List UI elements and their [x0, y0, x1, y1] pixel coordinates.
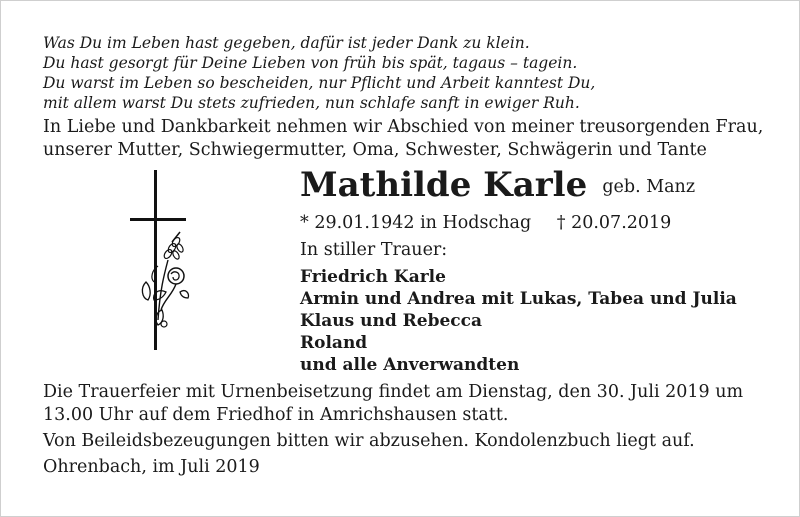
service-line: 13.00 Uhr auf dem Friedhof in Amrichshausen statt. [43, 405, 509, 425]
intro-line: unserer Mutter, Schwiegermutter, Oma, Schwester, Schwägerin und Tante [43, 140, 707, 160]
intro-text [43, 116, 783, 162]
poem-line: Was Du im Leben hast gegeben, dafür ist jeder Dank zu klein. [43, 34, 530, 52]
mourner-item: Armin und Andrea mit Lukas, Tabea und Julia [300, 289, 737, 309]
deceased-heading [300, 165, 695, 205]
service-line: Die Trauerfeier mit Urnenbeisetzung findet am Dienstag, den 30. Juli 2019 um [43, 382, 744, 402]
mourner-item: und alle Anverwandten [300, 355, 520, 375]
death-date: † 20.07.2019 [556, 213, 672, 233]
poem-line: Du hast gesorgt für Deine Lieben von früh bis spät, tagaus – tagein. [43, 54, 578, 72]
mourners-list [300, 266, 737, 376]
mourner-item: Roland [300, 333, 368, 353]
mourning-label: In stiller Trauer: [300, 240, 448, 260]
poem-line: mit allem warst Du stets zufrieden, nun schlafe sanft in ewiger Ruh. [43, 94, 580, 112]
cross-with-rose-and-wheat-icon [128, 170, 198, 350]
funeral-service-info [43, 381, 783, 427]
deceased-name: Mathilde Karle [300, 165, 588, 205]
poem-line: Du warst im Leben so bescheiden, nur Pflicht und Arbeit kanntest Du, [43, 74, 596, 92]
poem [43, 33, 763, 113]
life-dates [300, 213, 671, 233]
intro-line: In Liebe und Dankbarkeit nehmen wir Abschied von meiner treusorgenden Frau, [43, 117, 764, 137]
mourner-item: Klaus und Rebecca [300, 311, 482, 331]
mourner-item: Friedrich Karle [300, 267, 446, 287]
place-and-date: Ohrenbach, im Juli 2019 [43, 457, 260, 477]
condolence-note: Von Beileidsbezeugungen bitten wir abzusehen. Kondolenzbuch liegt auf. [43, 431, 695, 451]
birth-date: * 29.01.1942 in Hodschag [300, 213, 532, 233]
birth-name: geb. Manz [602, 177, 696, 197]
